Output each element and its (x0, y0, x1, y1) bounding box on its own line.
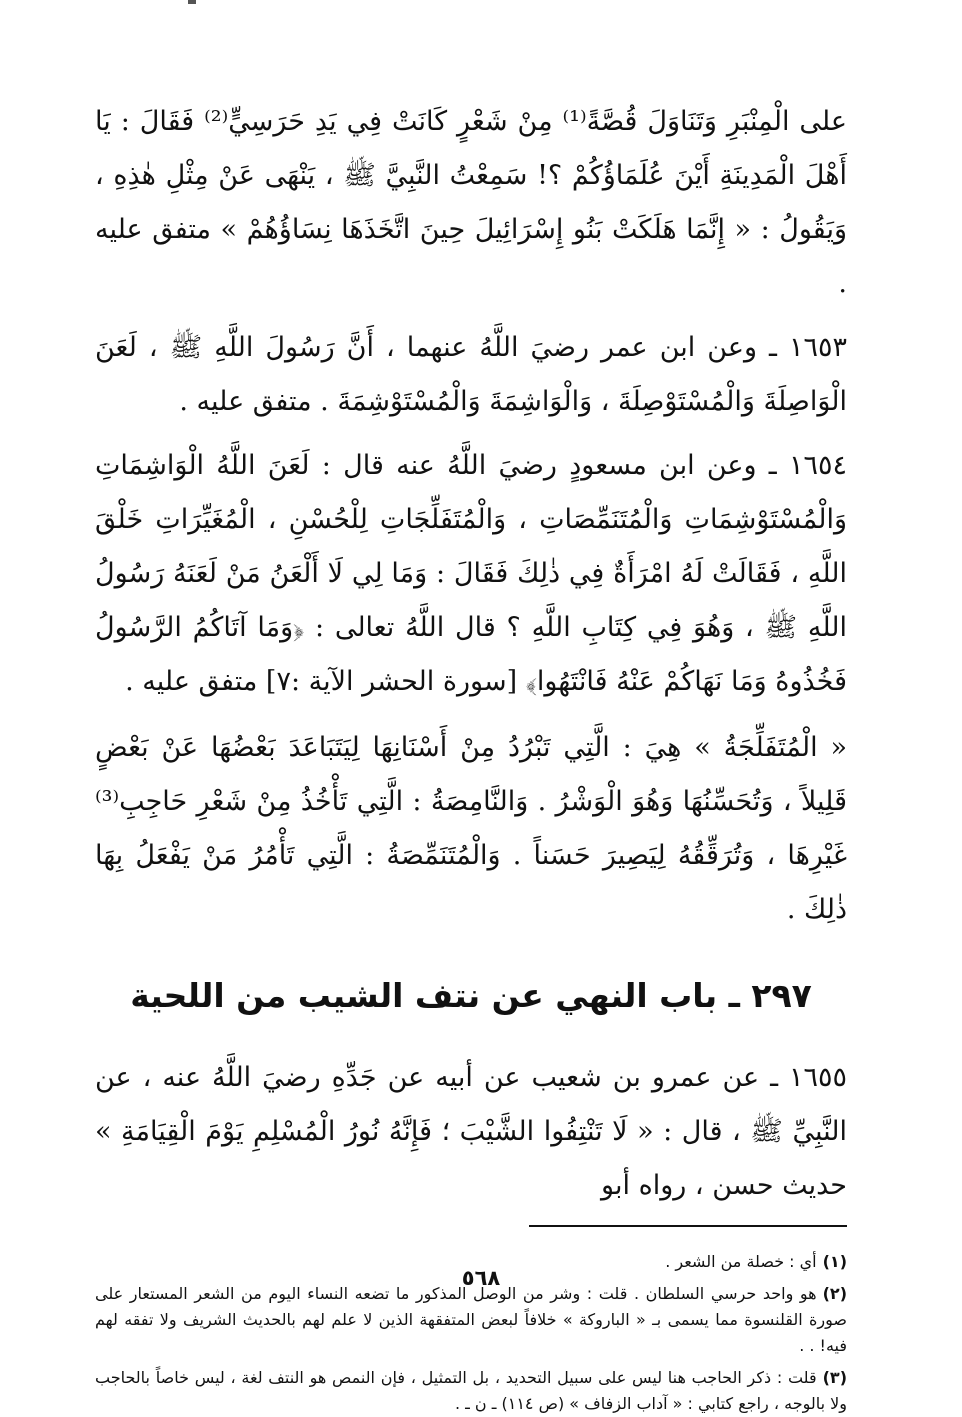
hadith-1655: ١٦٥٥ ـ عن عمرو بن شعيب عن أبيه عن جَدِّهِ رضيَ اللَّهُ عنه ، عن النَّبِيِّ ﷺ ، قال : « لَا تَنْتِفُوا الشَّيْبَ ؛ فَإِنَّهُ نُورُ الْمُسْلِمِ يَوْمَ الْقِيَامَةِ » حديث حسن ، رواه أبو (95, 1062, 847, 1201)
hadith-1654: ١٦٥٤ ـ وعن ابن مسعودٍ رضيَ اللَّهُ عنه قال : لَعَنَ اللَّهُ الْوَاشِمَاتِ وَالْمُسْتَوْشِمَاتِ وَالْمُتَنَمِّصَاتِ ، وَالْمُتَفَلِّجَاتِ لِلْحُسْنِ ، الْمُغَيِّرَاتِ خَلْقَ اللَّهِ ، فَقَالَتْ لَهُ امْرَأَةٌ فِي ذٰلِكَ فَقَالَ : وَمَا لِي لَا أَلْعَنُ مَنْ لَعَنَهُ رَسُولُ اللَّهِ ﷺ ، وَهُوَ فِي كِتَابِ اللَّهِ ؟ قال اللَّهُ تعالى : ﴿وَمَا آتَاكُمُ الرَّسُولُ فَخُذُوهُ وَمَا نَهَاكُمْ عَنْهُ فَانْتَهُوا﴾ [سورة الحشر الآية :٧] متفق عليه . (95, 450, 847, 697)
footnote-text: أي : خصلة من الشعر . (665, 1252, 817, 1271)
gloss-paragraph: « الْمُتَفَلِّجَةُ » هِيَ : الَّتِي تَبْرُدُ مِنْ أَسْنَانِهَا لِيَتَبَاعَدَ بَعْضُهَا عَنْ بَعْضٍ قَلِيلاً ، وَتُحَسِّنُهَا وَهُوَ الْوَشْرُ . وَالنَّامِصَةُ : الَّتِي تَأْخُذُ مِنْ شَعْرِ حَاجِبِ⁽³⁾ غَيْرِهَا ، وَتُرَقِّقُهُ لِيَصِيرَ حَسَناً . وَالْمُتَنَمِّصَةُ : الَّتِي تَأْمُرُ مَنْ يَفْعَلُ بِهَا ذٰلِكَ . (95, 732, 847, 925)
footnote-number: (٢) (822, 1284, 847, 1303)
footnote-number: (٣) (822, 1368, 847, 1387)
footnote-2 (95, 1281, 847, 1359)
footnote-text: هو واحد حرسي السلطان . قلت : وشر من الوصل المذكور ما تضعه النساء اليوم من الشعر المستعار على صورة القلنسوة مما يسمى بـ « الباروكة » خلافاً لبعض المتفقهة الذين لا علم لهم بالحديث الشريف ولا تفقه لهم فيه! . . (95, 1284, 847, 1355)
page-number: ٥٦٨ (461, 1266, 501, 1290)
scan-mark (188, 0, 196, 4)
footnote-separator (529, 1225, 847, 1227)
footnote-text: قلت : ذكر الحاجب هنا ليس على سبيل التحديد ، بل التمثيل ، فإن النمص هو النتف لغة ، ليس خاصاً بالحاجب ولا بالوجه ، راجع كتابي : « آداب الزفاف » (ص ١١٤) ـ ن ـ . (95, 1368, 847, 1413)
hadith-continuation: على الْمِنْبَرِ وَتَنَاوَلَ قُصَّةً⁽¹⁾ مِنْ شَعْرٍ كَانَتْ فِي يَدِ حَرَسِيٍّ⁽²⁾ فَقَالَ : يَا أَهْلَ الْمَدِينَةِ أَيْنَ عُلَمَاؤُكُمْ ؟! سَمِعْتُ النَّبِيَّ ﷺ ، يَنْهَى عَنْ مِثْلِ هٰذِهِ ، وَيَقُولُ : « إِنَّمَا هَلَكَتْ بَنُو إِسْرَائِيلَ حِينَ اتَّخَذَهَا نِسَاؤُهُمْ » متفق عليه . (95, 106, 847, 299)
chapter-heading: ٢٩٧ ـ باب النهي عن نتف الشيب من اللحية (130, 976, 812, 1015)
hadith-1653: ١٦٥٣ ـ وعن ابن عمر رضيَ اللَّهُ عنهما ، أَنَّ رَسُولَ اللَّهِ ﷺ ، لَعَنَ الْوَاصِلَةَ وَالْمُسْتَوْصِلَةَ ، وَالْوَاشِمَةَ وَالْمُسْتَوْشِمَةَ . متفق عليه . (95, 332, 847, 417)
footnote-number: (١) (822, 1252, 847, 1271)
footnote-3 (95, 1365, 847, 1417)
